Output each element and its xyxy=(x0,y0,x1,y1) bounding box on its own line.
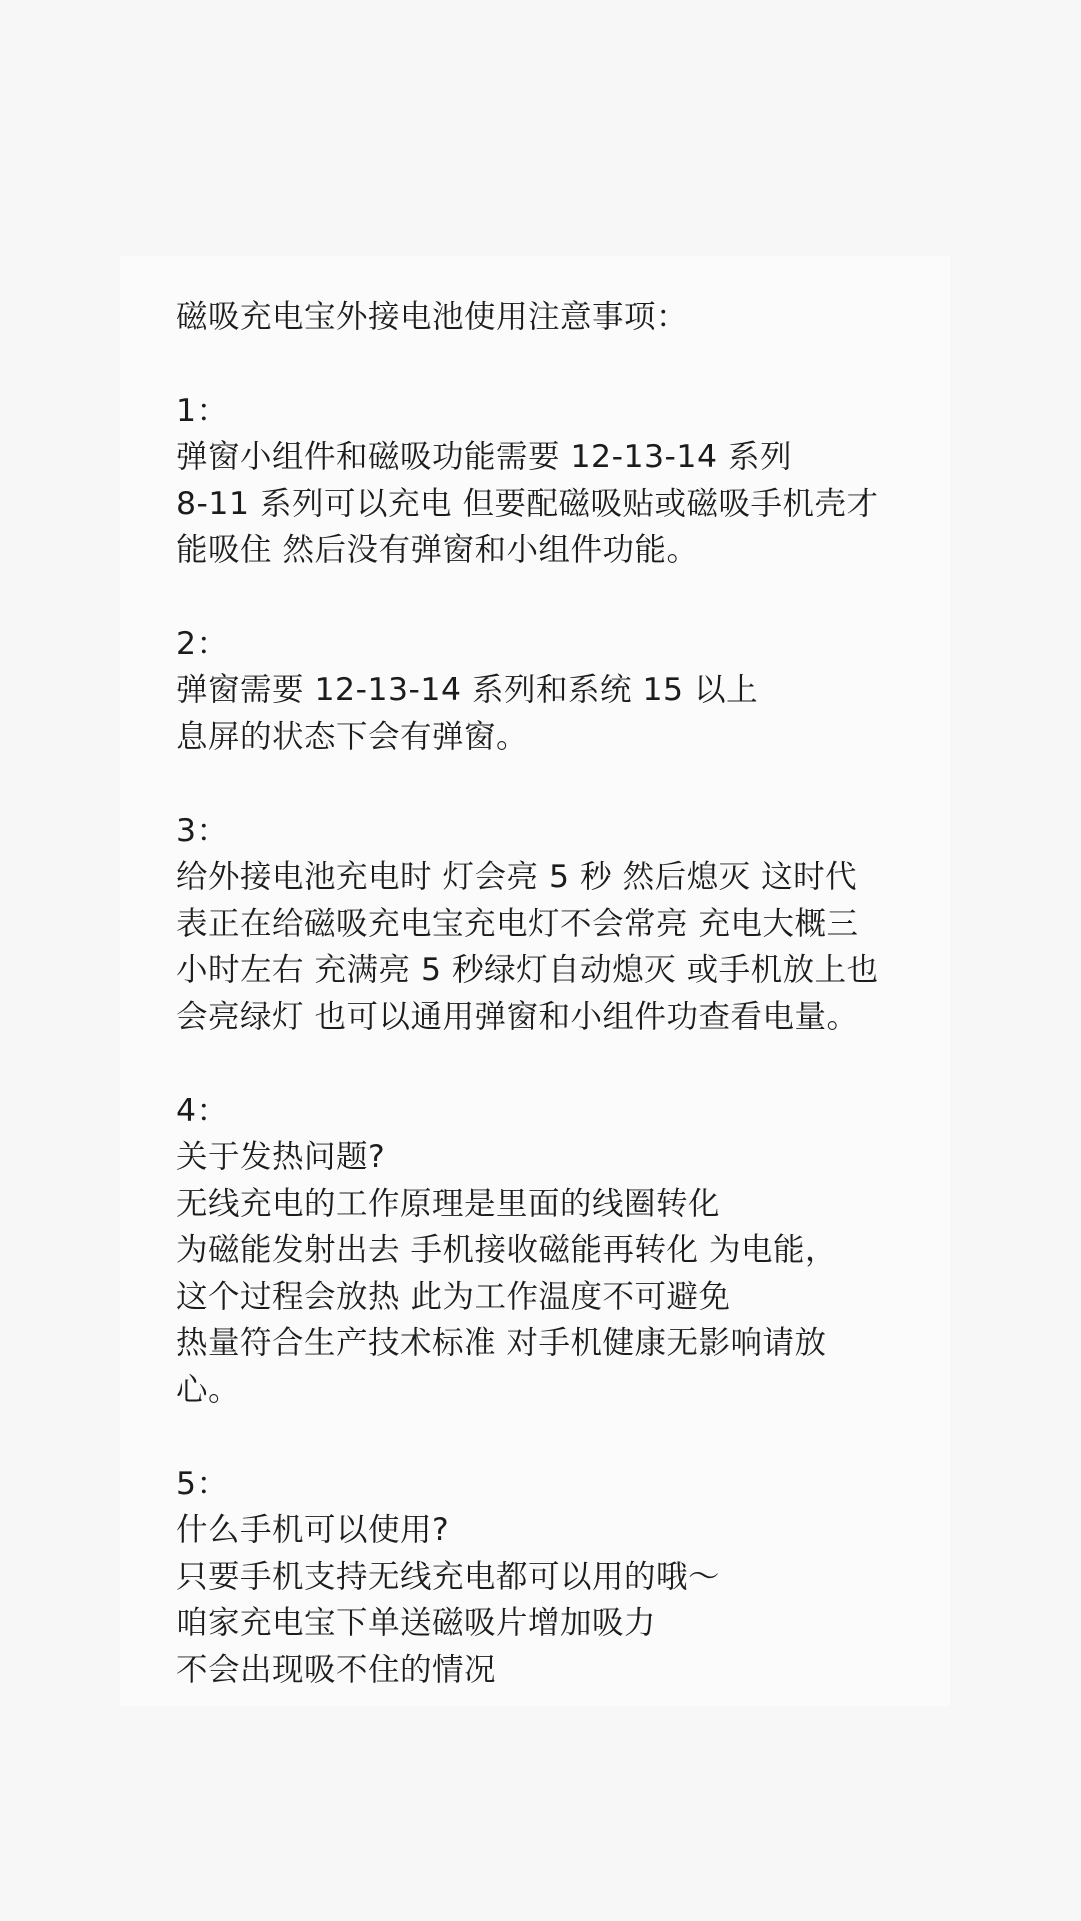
section-4-line-6: 心。 xyxy=(176,1372,241,1408)
section-5-line-2: 只要手机支持无线充电都可以用的哦～ xyxy=(176,1559,721,1595)
section-5-line-3: 咱家充电宝下单送磁吸片增加吸力 xyxy=(176,1605,657,1641)
section-3-line-2: 表正在给磁吸充电宝充电灯不会常亮 充电大概三 xyxy=(176,906,859,942)
section-2-number: 2： xyxy=(176,626,229,662)
section-1-line-3: 能吸住 然后没有弹窗和小组件功能。 xyxy=(176,532,699,568)
section-3-line-1: 给外接电池充电时 灯会亮 5 秒 然后熄灭 这时代 xyxy=(176,859,858,895)
section-1-line-1: 弹窗小组件和磁吸功能需要 12-13-14 系列 xyxy=(176,439,793,475)
section-1-number: 1： xyxy=(176,393,229,429)
section-2-line-2: 息屏的状态下会有弹窗。 xyxy=(176,719,529,755)
section-4-number: 4： xyxy=(176,1093,229,1129)
section-3-line-3: 小时左右 充满亮 5 秒绿灯自动熄灭 或手机放上也 xyxy=(176,952,879,988)
section-4-line-3: 为磁能发射出去 手机接收磁能再转化 为电能， xyxy=(176,1232,838,1268)
section-1-line-2: 8-11 系列可以充电 但要配磁吸贴或磁吸手机壳才 xyxy=(176,486,879,522)
section-3-number: 3： xyxy=(176,813,229,849)
section-4-line-2: 无线充电的工作原理是里面的线圈转化 xyxy=(176,1186,721,1222)
section-5-number: 5： xyxy=(176,1466,229,1502)
section-2-line-1: 弹窗需要 12-13-14 系列和系统 15 以上 xyxy=(176,672,759,708)
section-4-line-5: 热量符合生产技术标准 对手机健康无影响请放 xyxy=(176,1325,827,1361)
section-4-line-4: 这个过程会放热 此为工作温度不可避免 xyxy=(176,1279,731,1315)
section-3-line-4: 会亮绿灯 也可以通用弹窗和小组件功查看电量。 xyxy=(176,999,859,1035)
section-5-line-4: 不会出现吸不住的情况 xyxy=(176,1652,497,1688)
document-title: 磁吸充电宝外接电池使用注意事项： xyxy=(176,299,689,335)
section-4-line-1: 关于发热问题? xyxy=(176,1139,386,1175)
section-5-line-1: 什么手机可以使用? xyxy=(176,1512,450,1548)
